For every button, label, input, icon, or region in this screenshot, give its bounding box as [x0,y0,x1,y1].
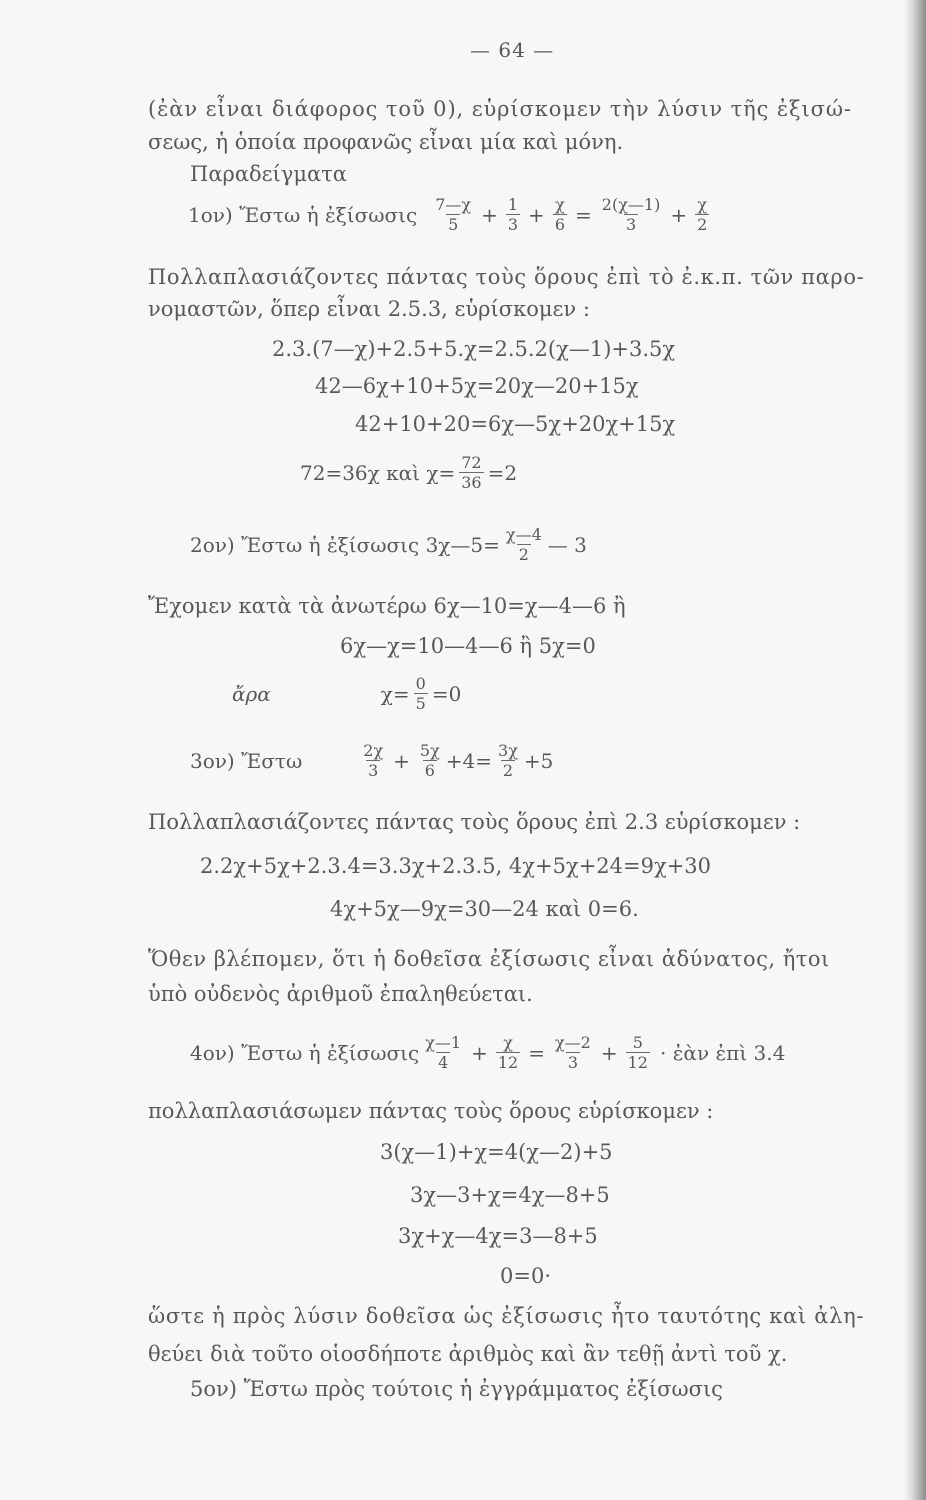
fraction [361,742,385,779]
solution-left: 72=36χ καὶ χ= [300,460,456,485]
solution-example-2 [232,675,461,712]
equation-label: 4ον) Ἔστω ἡ ἐξίσωσις [190,1040,420,1065]
text-line: Ὅθεν βλέπομεν, ὅτι ἡ δοθεῖσα ἐξίσωσις εἶναι ἀδύνατος, ἤτοι [148,947,830,971]
text-line: ὥστε ἡ πρὸς λύσιν δοθεῖσα ὡς ἐξίσωσις ἦτο ταυτότης καὶ ἀλη- [148,1304,865,1328]
numerator: χ—2 [554,1033,591,1052]
operator: + [393,748,410,773]
numerator: χ—4 [505,525,542,544]
denominator: 3 [368,761,379,780]
fraction [695,196,709,233]
fraction [423,1034,463,1071]
numerator: 7—χ [435,195,472,214]
equation-label: 2ον) Ἔστω ἡ ἐξίσωσις 3χ—5= [190,532,500,557]
numerator: 5 [632,1033,643,1052]
text-line: σεως, ἡ ὁποία προφανῶς εἶναι μία καὶ μόνη. [148,130,624,154]
fraction [496,742,520,779]
numerator: 0 [415,674,426,693]
equation-line: 3χ—3+χ=4χ—8+5 [410,1183,610,1207]
numerator: χ [555,195,565,214]
equation-right: — 3 [547,532,587,557]
numerator: 2(χ—1) [601,195,661,214]
denominator: 6 [424,761,435,780]
equation-example-2 [190,526,587,563]
equation-line: 4χ+5χ—9χ=30—24 καὶ 0=6. [330,897,639,921]
fraction [626,1034,650,1071]
text-line: Πολλαπλασιάζοντες πάντας τοὺς ὅρους ἐπὶ 2.3 εὑρίσκομεν : [148,810,801,834]
operator: + [600,1040,618,1065]
section-heading: Παραδείγματα [190,162,347,186]
operator: = [575,202,592,227]
text-line: Ἔχομεν κατὰ τὰ ἀνωτέρω 6χ—10=χ—4—6 ἢ [148,594,626,618]
equation-middle: +4= [445,748,493,773]
equation-right: · ἐὰν ἐπὶ 3.4 [659,1040,786,1065]
equation-example-1 [188,196,713,233]
operator: = [528,1040,545,1065]
text-line: ὑπὸ οὐδενὸς ἀριθμοῦ ἐπαληθεύεται. [148,982,533,1006]
fraction [418,742,442,779]
numerator: 72 [461,453,482,472]
fraction [414,675,428,712]
equation-label: 1ον) Ἔστω ἡ ἐξίσωσις [188,202,418,227]
fraction [496,1034,520,1071]
fraction [553,1034,593,1071]
denominator: 2 [518,545,529,564]
equation-example-4 [190,1034,785,1071]
equation-label: 3ον) Ἔστω [190,748,303,773]
solution-right: =0 [431,681,462,706]
operator: + [481,202,498,227]
denominator: 5 [448,215,459,234]
text-line: πολλαπλασιάσωμεν πάντας τοὺς ὅρους εὑρίσκομεν : [148,1099,714,1123]
denominator: 6 [554,215,565,234]
page-number: — 64 — [470,38,555,62]
numerator: 1 [507,195,519,214]
text-line: θεύει διὰ τοῦτο οἱοσδήποτε ἀριθμὸς καὶ ἂν τεθῇ ἀντὶ τοῦ χ. [148,1342,788,1366]
numerator: χ [503,1033,513,1052]
solution-word: ἄρα [232,681,271,706]
operator: + [528,202,545,227]
solution-right: =2 [487,460,518,485]
equation-line: 2.2χ+5χ+2.3.4=3.3χ+2.3.5, 4χ+5χ+24=9χ+30 [200,854,712,878]
numerator: 5χ [419,741,440,760]
text-line: Πολλαπλασιάζοντες πάντας τοὺς ὅρους ἐπὶ τὸ ἐ.κ.π. τῶν παρο- [148,265,865,289]
text-line: (ἐὰν εἶναι διάφορος τοῦ 0), εὑρίσκομεν τὴν λύσιν τῆς ἐξισώ- [148,97,852,121]
denominator: 2 [697,215,708,234]
fraction [506,196,520,233]
solution-example-1 [300,454,517,491]
denominator: 4 [438,1053,449,1072]
page-spine-shadow [904,0,926,1500]
text-line: 5ον) Ἔστω πρὸς τούτοις ἡ ἐγγράμματος ἐξίσωσις [190,1377,723,1401]
solution-left: χ= [380,681,410,706]
equation-example-3 [190,742,553,779]
fraction [553,196,567,233]
operator: + [670,202,688,227]
equation-line: 3(χ—1)+χ=4(χ—2)+5 [380,1140,613,1164]
equation-line: 3χ+χ—4χ=3—8+5 [398,1224,598,1248]
equation-line: 42+10+20=6χ—5χ+20χ+15χ [355,412,676,436]
denominator: 3 [625,215,637,234]
denominator: 12 [627,1053,648,1072]
fraction [459,454,483,491]
equation-line: 2.3.(7—χ)+2.5+5.χ=2.5.2(χ—1)+3.5χ [272,337,676,361]
numerator: χ [697,195,708,214]
equation-line: 6χ—χ=10—4—6 ἢ 5χ=0 [340,634,596,658]
equation-line: 42—6χ+10+5χ=20χ—20+15χ [315,374,639,398]
numerator: 3χ [498,741,518,760]
denominator: 36 [461,473,482,492]
equation-right: +5 [523,748,554,773]
numerator: 2χ [363,741,384,760]
denominator: 12 [497,1053,519,1072]
text-line: νομαστῶν, ὅπερ εἶναι 2.5.3, εὑρίσκομεν : [148,297,590,321]
numerator: χ—1 [425,1033,462,1052]
denominator: 3 [507,215,519,234]
fraction [600,196,663,233]
equation-line: 0=0· [500,1264,551,1288]
fraction [433,196,473,233]
operator: + [471,1040,488,1065]
fraction [504,526,544,563]
denominator: 2 [502,761,514,780]
denominator: 5 [415,694,426,713]
denominator: 3 [567,1053,579,1072]
